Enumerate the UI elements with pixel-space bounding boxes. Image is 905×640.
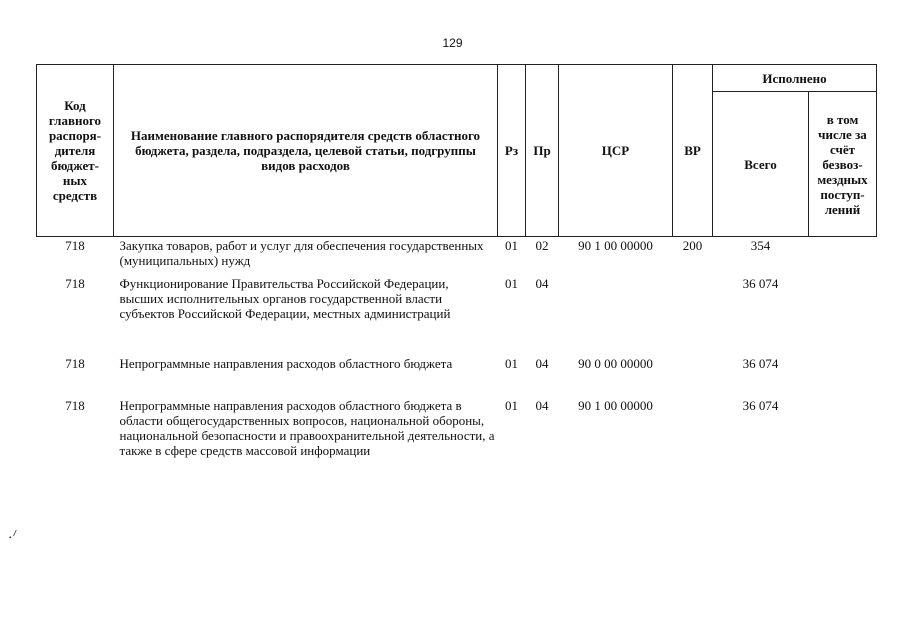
header-executed: Исполнено: [713, 65, 877, 92]
cell-including-grants: [809, 356, 877, 398]
cell-csr: 90 1 00 00000: [578, 238, 653, 253]
header-pr: Пр: [526, 65, 559, 237]
cell-name: Непрограммные направления расходов областного бюджета: [119, 356, 453, 371]
cell-pr: 02: [535, 238, 549, 253]
table-body: [37, 237, 877, 489]
margin-mark: ·⸍: [5, 527, 23, 547]
table-row: [37, 356, 877, 398]
cell-total: 36 074: [742, 356, 779, 371]
cell-including-grants: [809, 237, 877, 277]
cell-vr: [673, 276, 713, 356]
cell-name: Закупка товаров, работ и услуг для обеспечения государственных (муниципальных) нужд: [119, 238, 484, 268]
header-total: Всего: [713, 92, 809, 237]
table-header: [37, 65, 877, 237]
cell-csr: [559, 276, 673, 356]
cell-rz: 01: [505, 276, 518, 291]
header-rz: Рз: [498, 65, 526, 237]
header-code: Код главного распоря-дителя бюджет-ных средств: [37, 65, 114, 237]
cell-name: Функционирование Правительства Российской Федерации, высших исполнительных органов государственной власти субъектов Российской Федерации, местных администраций: [119, 276, 451, 321]
cell-code: 718: [65, 356, 85, 371]
cell-csr: 90 1 00 00000: [578, 398, 653, 413]
header-vr: ВР: [673, 65, 713, 237]
header-name: Наименование главного распорядителя средств областного бюджета, раздела, подраздела, целевой статьи, подгруппы видов расходов: [114, 65, 498, 237]
cell-total: 36 074: [742, 276, 779, 291]
cell-code: 718: [65, 398, 85, 413]
cell-pr: 04: [535, 276, 549, 291]
cell-csr: 90 0 00 00000: [578, 356, 653, 371]
cell-rz: 01: [505, 398, 518, 413]
cell-vr: [673, 398, 713, 488]
table-row: [37, 398, 877, 488]
cell-total: 354: [750, 238, 771, 253]
cell-including-grants: [809, 398, 877, 488]
cell-vr: [673, 356, 713, 398]
cell-rz: 01: [505, 238, 518, 253]
cell-name: Непрограммные направления расходов областного бюджета в области общегосударственных вопросов, национальной обороны, национальной безопасности и правоохранительной деятельности, а также в сфере средств массовой информации: [119, 398, 495, 458]
table-row: [37, 276, 877, 356]
header-including-grants: в том числе за счёт безвоз-мездных поступ-лений: [809, 92, 877, 237]
header-csr: ЦСР: [559, 65, 673, 237]
table-row: [37, 237, 877, 277]
cell-total: 36 074: [742, 398, 779, 413]
cell-vr: 200: [682, 238, 703, 253]
cell-code: 718: [65, 238, 85, 253]
cell-rz: 01: [505, 356, 518, 371]
cell-pr: 04: [535, 398, 549, 413]
cell-including-grants: [809, 276, 877, 356]
cell-pr: 04: [535, 356, 549, 371]
page-number: 129: [442, 36, 463, 50]
cell-code: 718: [65, 276, 85, 291]
expenditure-table: [36, 64, 877, 488]
